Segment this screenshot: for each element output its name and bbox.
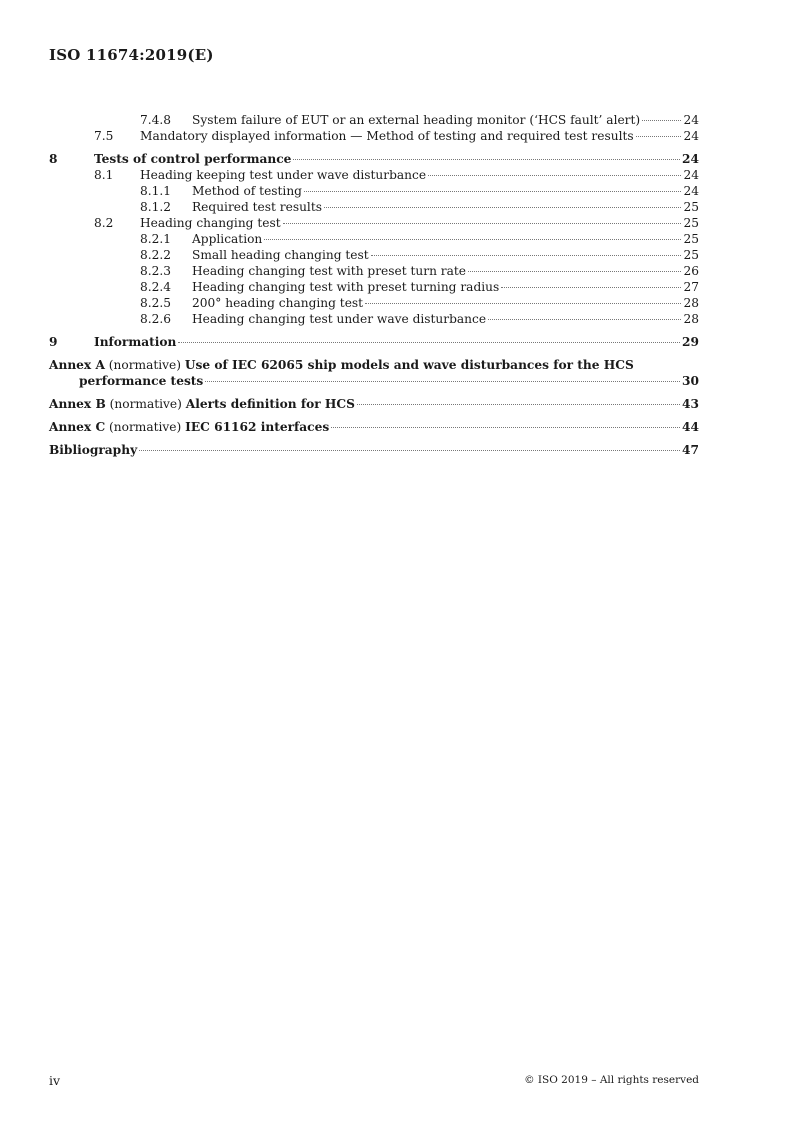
toc-page: 24 <box>683 168 699 182</box>
toc-title: Tests of control performance <box>94 152 292 166</box>
leader-dots <box>293 159 680 160</box>
toc-number: 8.2.2 <box>140 248 172 262</box>
annex-type: (normative) <box>109 420 182 434</box>
toc-title: System failure of EUT or an external heading monitor (‘HCS fault’ alert) <box>192 113 641 127</box>
leader-dots <box>283 223 682 224</box>
toc-entry[interactable] <box>49 311 699 327</box>
toc-entry[interactable] <box>49 112 699 128</box>
toc-entry[interactable] <box>49 334 699 350</box>
toc-page: 25 <box>683 216 699 230</box>
toc-title: Application <box>192 232 263 246</box>
toc-title: Heading changing test with preset turn rate <box>192 264 467 278</box>
table-of-contents <box>49 112 699 458</box>
leader-dots <box>139 450 680 451</box>
toc-page: 30 <box>682 374 699 388</box>
page-number: iv <box>49 1073 61 1088</box>
toc-page: 26 <box>683 264 699 278</box>
annex-type: (normative) <box>108 358 182 372</box>
leader-dots <box>488 319 681 320</box>
toc-number: 8.2.5 <box>140 296 172 310</box>
document-header: ISO 11674:2019(E) <box>49 46 214 64</box>
toc-title: Mandatory displayed information — Method of testing and required test results <box>140 129 634 143</box>
annex-label: Annex C <box>49 420 106 434</box>
toc-entry[interactable] <box>49 151 699 167</box>
toc-number: 8.1.2 <box>140 200 172 214</box>
bibliography-title: Bibliography <box>49 443 138 457</box>
leader-dots <box>468 271 681 272</box>
toc-page: 24 <box>683 184 699 198</box>
toc-number: 8.2 <box>94 216 114 230</box>
toc-page: 24 <box>683 113 699 127</box>
toc-title: 200° heading changing test <box>192 296 364 310</box>
toc-entry[interactable] <box>49 263 699 279</box>
toc-entry[interactable] <box>49 295 699 311</box>
annex-title: Alerts definition for HCS <box>185 397 355 411</box>
toc-title: Method of testing <box>192 184 302 198</box>
toc-page: 24 <box>682 152 699 166</box>
toc-number: 8.2.4 <box>140 280 172 294</box>
toc-number: 8.1 <box>94 168 114 182</box>
toc-title: Information <box>94 335 177 349</box>
toc-entry[interactable] <box>49 231 699 247</box>
toc-page: 25 <box>683 200 699 214</box>
leader-dots <box>331 427 680 428</box>
toc-entry[interactable] <box>49 167 699 183</box>
toc-number: 8.2.1 <box>140 232 172 246</box>
leader-dots <box>324 207 682 208</box>
toc-page: 28 <box>683 296 699 310</box>
leader-dots <box>371 255 682 256</box>
toc-title: Required test results <box>192 200 322 214</box>
toc-annex-a-line2[interactable] <box>49 373 699 389</box>
toc-page: 29 <box>682 335 699 349</box>
leader-dots <box>357 404 680 405</box>
toc-annex-b[interactable] <box>49 396 699 412</box>
toc-number: 8.1.1 <box>140 184 172 198</box>
toc-entry[interactable] <box>49 279 699 295</box>
annex-label: Annex A <box>49 358 105 372</box>
toc-page: 47 <box>682 443 699 457</box>
toc-number: 8.2.6 <box>140 312 172 326</box>
toc-entry[interactable] <box>49 199 699 215</box>
annex-title-cont: performance tests <box>79 374 204 388</box>
toc-annex-c[interactable] <box>49 419 699 435</box>
toc-entry[interactable] <box>49 183 699 199</box>
toc-page: 27 <box>683 280 699 294</box>
toc-title: Heading changing test with preset turning radius <box>192 280 500 294</box>
toc-entry[interactable] <box>49 247 699 263</box>
toc-page: 24 <box>683 129 699 143</box>
toc-number: 8 <box>49 152 58 166</box>
leader-dots <box>642 120 681 121</box>
leader-dots <box>178 342 680 343</box>
annex-label: Annex B <box>49 397 106 411</box>
toc-entry[interactable] <box>49 128 699 144</box>
annex-title: IEC 61162 interfaces <box>185 420 330 434</box>
toc-title: Heading changing test <box>140 216 281 230</box>
annex-type: (normative) <box>109 397 182 411</box>
toc-page: 25 <box>683 232 699 246</box>
leader-dots <box>365 303 681 304</box>
toc-number: 7.5 <box>94 129 114 143</box>
leader-dots <box>264 239 681 240</box>
copyright-notice: © ISO 2019 – All rights reserved <box>524 1074 699 1086</box>
toc-page: 28 <box>683 312 699 326</box>
annex-title: Use of IEC 62065 ship models and wave disturbances for the HCS <box>184 358 634 372</box>
toc-page: 44 <box>682 420 699 434</box>
toc-title: Heading keeping test under wave disturbance <box>140 168 427 182</box>
leader-dots <box>428 175 681 176</box>
toc-number: 8.2.3 <box>140 264 172 278</box>
toc-entry[interactable] <box>49 215 699 231</box>
toc-page: 43 <box>682 397 699 411</box>
toc-annex-a-line1[interactable] <box>49 357 699 373</box>
leader-dots <box>501 287 681 288</box>
toc-page: 25 <box>683 248 699 262</box>
toc-number: 7.4.8 <box>140 113 172 127</box>
leader-dots <box>205 381 680 382</box>
toc-title: Small heading changing test <box>192 248 369 262</box>
leader-dots <box>304 191 681 192</box>
leader-dots <box>636 136 682 137</box>
toc-number: 9 <box>49 335 58 349</box>
toc-title: Heading changing test under wave disturbance <box>192 312 487 326</box>
toc-bibliography[interactable] <box>49 442 699 458</box>
